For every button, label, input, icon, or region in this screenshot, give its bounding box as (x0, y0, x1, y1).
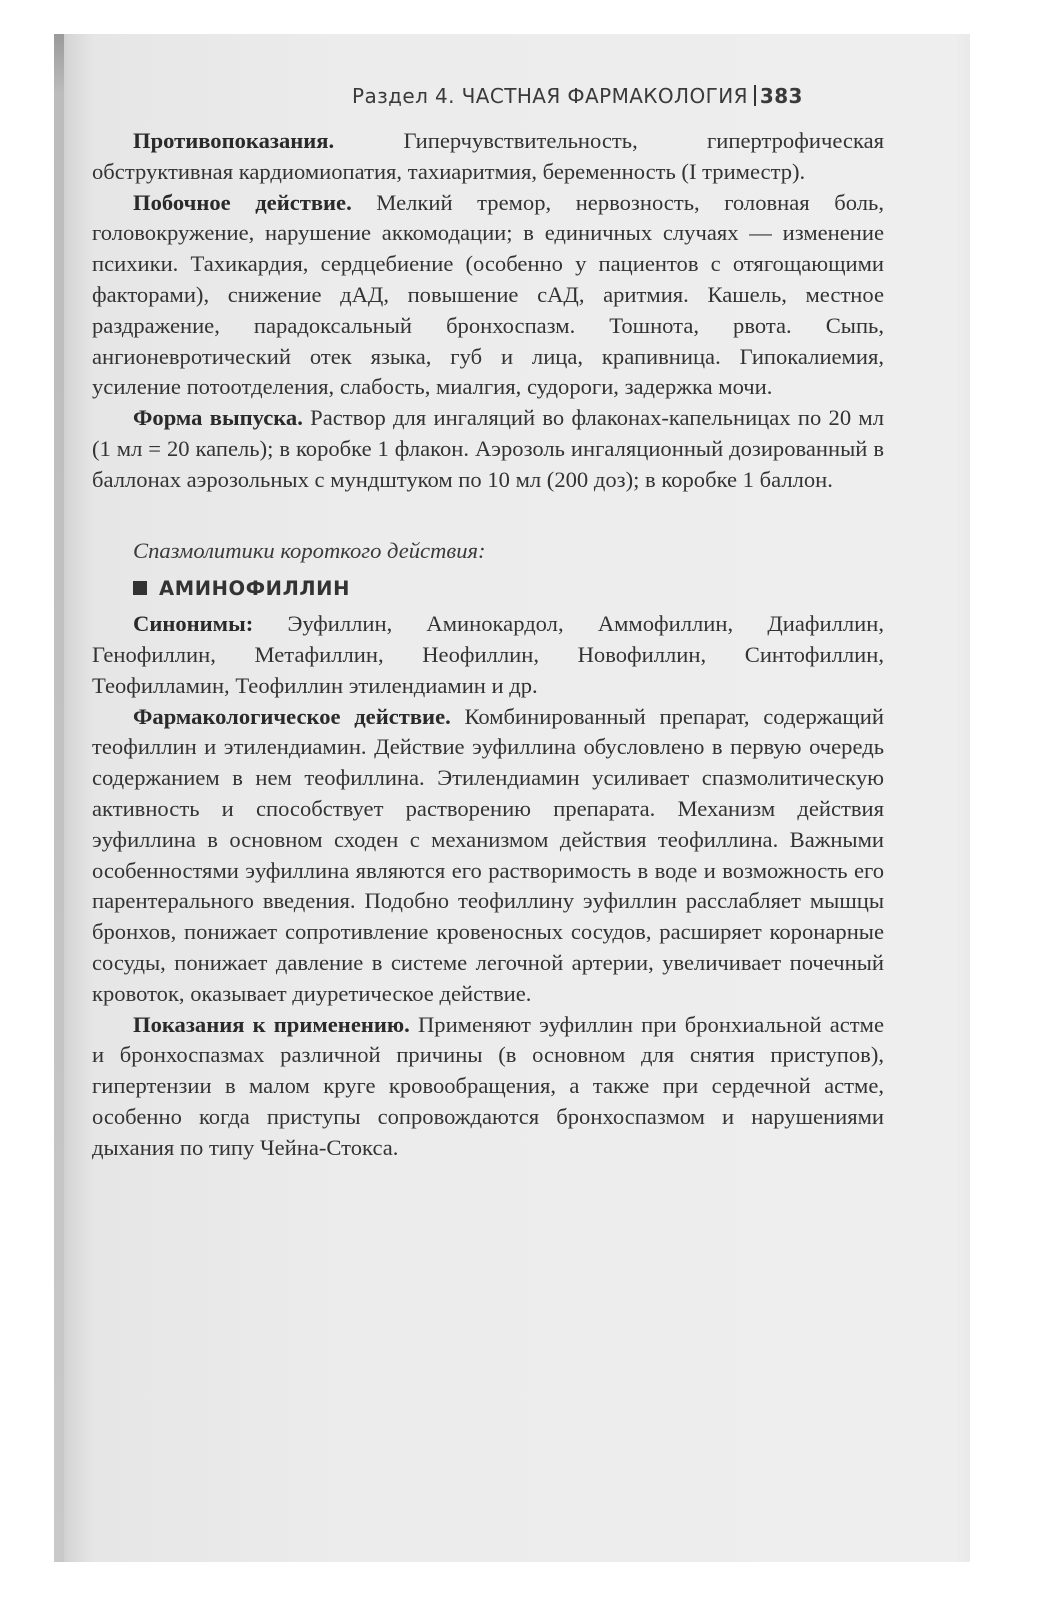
page-number: 383 (759, 84, 803, 108)
text-release-form: Раствор для ингаляций во флаконах-капельницах по 20 мл (1 мл = 20 капель); в коробке 1 флакон. Аэрозоль ингаляционный дозированный в баллонах аэрозольных с мундштуком по 10 мл (200 доз); в коробке 1 баллон. (92, 405, 884, 492)
paragraph-contraindications (92, 126, 884, 188)
text-side-effects: Мелкий тремор, нервозность, головная боль, головокружение, нарушение аккомодации; в единичных случаях — изменение психики. Тахикардия, сердцебиение (особенно у пациентов с отягощающими факторами), снижение дАД, повышение сАД, аритмия. Кашель, местное раздражение, парадоксальный бронхоспазм. Тошнота, рвота. Сыпь, ангионевротический отек языка, губ и лица, крапивница. Гипокалиемия, усиление потоотделения, слабость, миалгия, судороги, задержка мочи. (92, 189, 884, 400)
text-pharmacological-action: Комбинированный препарат, содержащий теофиллин и этилендиамин. Действие эуфиллина обусловлено в первую очередь содержанием в нем теофиллина. Этилендиамин усиливает спазмолитическую активность и способствует растворению препарата. Механизм действия эуфиллина в основном сходен с механизмом действия теофиллина. Важными особенностями эуфиллина являются его растворимость в воде и возможность его парентерального введения. Подобно теофиллину эуфиллин расслабляет мышцы бронхов, понижает сопротивление кровеносных сосудов, расширяет коронарные сосуды, понижает давление в системе легочной артерии, увеличивает почечный кровоток, оказывает диуретическое действие. (92, 703, 884, 1006)
paragraph-release-form (92, 403, 884, 495)
running-header (352, 84, 938, 114)
text-synonyms: Эуфиллин, Аминокардол, Аммофиллин, Диафиллин, Генофиллин, Метафиллин, Неофиллин, Новофиллин, Синтофиллин, Теофилламин, Теофиллин этилендиамин и др. (92, 611, 884, 698)
term-synonyms: Синонимы: (133, 611, 254, 637)
book-page (54, 34, 970, 1562)
text-indications: Применяют эуфиллин при бронхиальной астме и бронхоспазмах различной причины (в основном для снятия приступов), гипертензии в малом круге кровообращения, а также при сердечной астме, особенно когда приступы сопровождаются бронхоспазмом и нарушениями дыхания по типу Чейна-Стокса. (92, 1011, 884, 1160)
square-bullet-icon (133, 581, 147, 595)
section-heading: Спазмолитики короткого действия: (133, 537, 486, 563)
page-body (92, 126, 884, 1164)
term-contraindications: Противопоказания. (133, 128, 335, 153)
section-title: Раздел 4. ЧАСТНАЯ ФАРМАКОЛОГИЯ (352, 84, 748, 108)
term-release-form: Форма выпуска. (133, 405, 303, 431)
paragraph-side-effects (92, 188, 884, 404)
term-pharmacological-action: Фармакологическое действие. (133, 703, 451, 729)
paragraph-synonyms (92, 609, 884, 701)
paragraph-pharmacological-action (92, 702, 884, 1010)
term-side-effects: Побочное действие. (133, 189, 352, 215)
term-indications: Показания к применению. (133, 1011, 410, 1037)
paragraph-indications (92, 1010, 884, 1164)
drug-name: АМИНОФИЛЛИН (159, 577, 351, 601)
drug-title (92, 574, 884, 605)
header-divider (754, 85, 756, 106)
text-contraindications: Гиперчувствительность, гипертрофическая обструктивная кардиомиопатия, тахиаритмия, беременность (I триместр). (92, 128, 884, 184)
